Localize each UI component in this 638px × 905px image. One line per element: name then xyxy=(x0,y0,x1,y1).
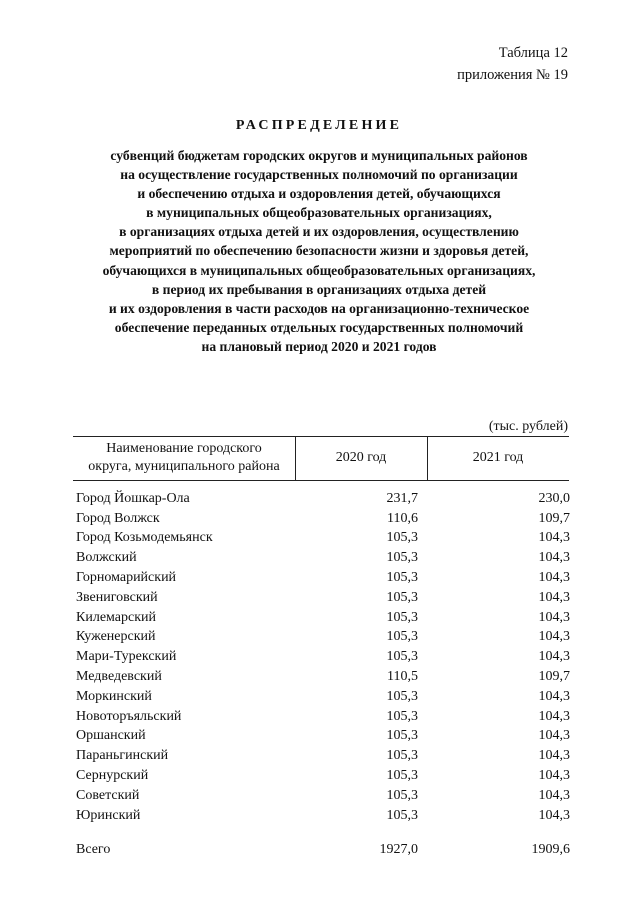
district-name: Город Йошкар-Ола xyxy=(76,490,190,506)
total-2020: 1927,0 xyxy=(379,841,418,857)
value-2020: 105,3 xyxy=(386,728,418,744)
district-name: Сернурский xyxy=(76,768,149,784)
district-name: Моркинский xyxy=(76,688,152,704)
table-row xyxy=(76,647,570,667)
value-2021: 104,3 xyxy=(538,609,570,625)
district-name: Мари-Турекский xyxy=(76,649,177,665)
value-2020: 105,3 xyxy=(386,807,418,823)
value-2021: 104,3 xyxy=(538,768,570,784)
value-2020: 105,3 xyxy=(386,708,418,724)
value-2020: 110,5 xyxy=(387,669,418,685)
total-2021: 1909,6 xyxy=(531,841,570,857)
document-title: РАСПРЕДЕЛЕНИЕ xyxy=(235,118,403,133)
document-subtitle xyxy=(40,146,598,356)
table-row xyxy=(76,588,570,608)
value-2020: 105,3 xyxy=(386,570,418,586)
value-2021: 230,0 xyxy=(538,490,570,506)
value-2020: 105,3 xyxy=(386,748,418,764)
subtitle-line: на плановый период 2020 и 2021 годов xyxy=(201,338,437,354)
table-number-note xyxy=(457,42,568,86)
column-header-2021: 2021 год xyxy=(472,450,524,465)
value-2020: 105,3 xyxy=(386,530,418,546)
value-2020: 105,3 xyxy=(386,609,418,625)
district-name: Город Волжск xyxy=(76,510,160,526)
value-2021: 104,3 xyxy=(538,728,570,744)
value-2020: 105,3 xyxy=(386,550,418,566)
district-name: Медведевский xyxy=(76,669,162,685)
table-row xyxy=(76,608,570,628)
table-row xyxy=(76,806,570,826)
value-2021: 104,3 xyxy=(538,807,570,823)
subtitle-line: в муниципальных общеобразовательных организациях, xyxy=(146,205,492,221)
subtitle-line: на осуществление государственных полномочий по организации xyxy=(120,167,518,183)
value-2021: 104,3 xyxy=(538,649,570,665)
table-row xyxy=(76,727,570,747)
value-2020: 105,3 xyxy=(386,649,418,665)
table-row xyxy=(76,529,570,549)
value-2021: 104,3 xyxy=(538,708,570,724)
district-name: Город Козьмодемьянск xyxy=(76,530,213,546)
table-row xyxy=(76,548,570,568)
value-2021: 104,3 xyxy=(538,748,570,764)
subtitle-line: в период их пребывания в организациях отдыха детей xyxy=(151,281,487,297)
district-name: Волжский xyxy=(76,550,137,566)
district-name: Оршанский xyxy=(76,728,146,744)
column-header-name-line1: Наименование городского xyxy=(106,441,262,456)
value-2020: 105,3 xyxy=(386,768,418,784)
table-row xyxy=(76,766,570,786)
subtitle-line: в организациях отдыха детей и их оздоровления, осуществлению xyxy=(119,224,519,240)
value-2020: 105,3 xyxy=(386,589,418,605)
column-header-name-line2: округа, муниципального района xyxy=(88,459,280,474)
value-2021: 109,7 xyxy=(538,510,570,526)
table-number: Таблица 12 xyxy=(498,45,568,61)
table-row xyxy=(76,786,570,806)
subtitle-line: обеспечение переданных отдельных государственных полномочий xyxy=(114,319,524,335)
subtitle-line: и обеспечению отдыха и оздоровления детей, обучающихся xyxy=(137,186,501,202)
table-row xyxy=(76,667,570,687)
district-name: Новоторъяльский xyxy=(76,708,182,724)
value-2020: 105,3 xyxy=(386,629,418,645)
subtitle-line: субвенций бюджетам городских округов и муниципальных районов xyxy=(110,148,528,163)
district-name: Килемарский xyxy=(76,609,157,625)
value-2021: 104,3 xyxy=(538,550,570,566)
value-2020: 110,6 xyxy=(387,510,418,526)
district-name: Звениговский xyxy=(76,589,158,605)
value-2020: 231,7 xyxy=(386,490,418,506)
district-name: Юринский xyxy=(76,807,141,823)
value-2021: 104,3 xyxy=(538,688,570,704)
value-2020: 105,3 xyxy=(386,688,418,704)
column-header-name xyxy=(73,436,295,480)
value-2021: 104,3 xyxy=(538,589,570,605)
subtitle-line: мероприятий по обеспечению безопасности жизни и здоровья детей, xyxy=(109,243,529,259)
district-name: Горномарийский xyxy=(76,570,177,586)
table-row xyxy=(76,707,570,727)
value-2021: 104,3 xyxy=(538,570,570,586)
table-header-bottom-rule xyxy=(73,480,569,481)
value-2020: 105,3 xyxy=(386,787,418,803)
total-row xyxy=(76,840,570,860)
district-name: Параньгинский xyxy=(76,748,169,764)
appendix-number: приложения № 19 xyxy=(457,67,568,83)
value-2021: 104,3 xyxy=(538,629,570,645)
table-row xyxy=(76,568,570,588)
subtitle-line: обучающихся в муниципальных общеобразовательных организациях, xyxy=(102,262,536,278)
value-2021: 109,7 xyxy=(538,669,570,685)
total-label: Всего xyxy=(76,841,111,857)
units-label: (тыс. рублей) xyxy=(488,419,568,434)
value-2021: 104,3 xyxy=(538,530,570,546)
column-header-2020: 2020 год xyxy=(335,450,387,465)
district-name: Куженерский xyxy=(76,629,156,645)
table-row xyxy=(76,746,570,766)
district-name: Советский xyxy=(76,787,140,803)
table-row xyxy=(76,687,570,707)
table-row xyxy=(76,489,570,509)
value-2021: 104,3 xyxy=(538,787,570,803)
table-body xyxy=(76,489,570,826)
table-row xyxy=(76,509,570,529)
table-row xyxy=(76,628,570,648)
subtitle-line: и их оздоровления в части расходов на организационно-техническое xyxy=(108,300,530,316)
